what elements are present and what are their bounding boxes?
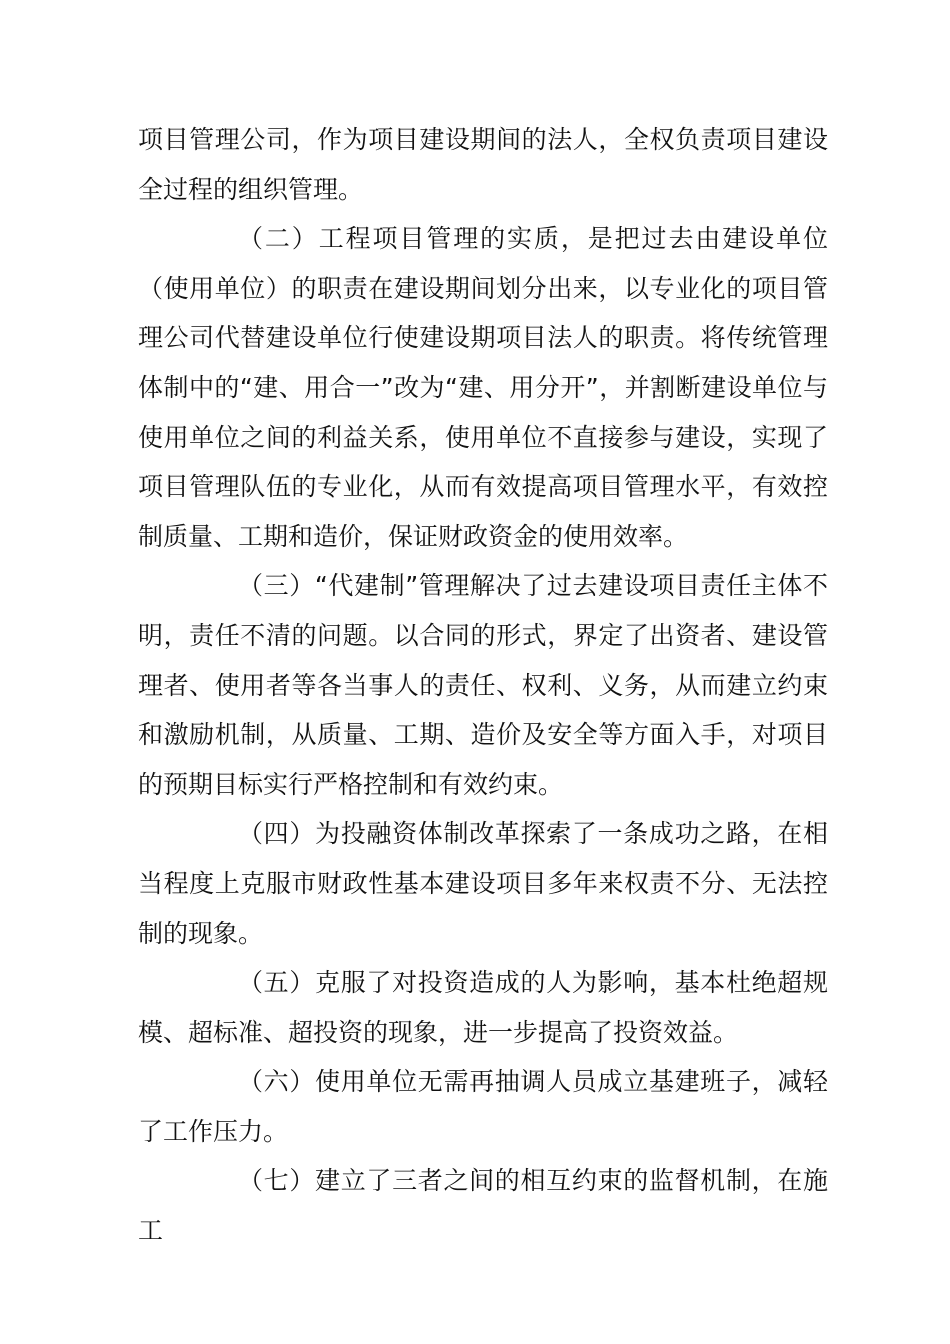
paragraph-2: （二）工程项目管理的实质，是把过去由建设单位（使用单位）的职责在建设期间划分出来，以专业化的项目管理公司代替建设单位行使建设期项目法人的职责。将传统管理体制中的“建、用合一”改为“建、用分开”，并割断建设单位与使用单位之间的利益关系，使用单位不直接参与建设，实现了项目管理队伍的专业化，从而有效提高项目管理水平，有效控制质量、工期和造价，保证财政资金的使用效率。 (138, 224, 828, 551)
paragraph-6: （六）使用单位无需再抽调人员成立基建班子，减轻了工作压力。 (138, 1067, 828, 1146)
paragraph-4: （四）为投融资体制改革探索了一条成功之路，在相当程度上克服市财政性基本建设项目多年来权责不分、无法控制的现象。 (138, 819, 828, 948)
paragraph-5: （五）克服了对投资造成的人为影响，基本杜绝超规模、超标准、超投资的现象，进一步提高了投资效益。 (138, 968, 828, 1047)
body-text (138, 115, 828, 1256)
paragraph-continuation: 项目管理公司，作为项目建设期间的法人，全权负责项目建设全过程的组织管理。 (138, 125, 828, 204)
paragraph-7: （七）建立了三者之间的相互约束的监督机制，在施工 (138, 1166, 828, 1246)
paragraph-3: （三）“代建制”管理解决了过去建设项目责任主体不明，责任不清的问题。以合同的形式，界定了出资者、建设管理者、使用者等各当事人的责任、权利、义务，从而建立约束和激励机制，从质量、工期、造价及安全等方面入手，对项目的预期目标实行严格控制和有效约束。 (138, 571, 828, 799)
